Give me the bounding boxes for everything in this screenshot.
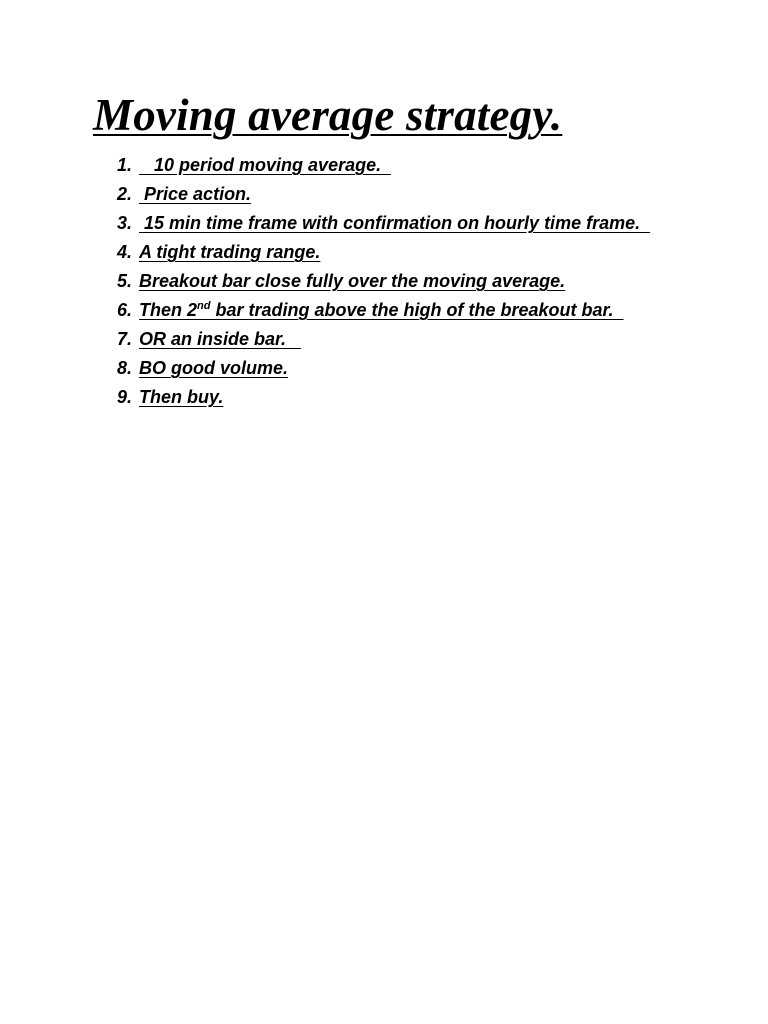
list-item bbox=[0, 296, 669, 325]
list-item-number: 7. bbox=[117, 329, 133, 349]
list-item bbox=[0, 151, 669, 180]
list-item bbox=[0, 209, 669, 238]
list-item bbox=[0, 267, 669, 296]
ordinal-superscript: nd bbox=[197, 300, 211, 312]
list-item bbox=[0, 325, 669, 354]
list-item-text: Breakout bar close fully over the moving average. bbox=[139, 271, 566, 291]
list-item-number: 3. bbox=[117, 213, 133, 233]
list-item-text: A tight trading range. bbox=[139, 242, 321, 262]
list-item-number: 2. bbox=[117, 184, 133, 204]
list-item-text: Price action. bbox=[139, 184, 252, 204]
list-item-text bbox=[139, 300, 624, 320]
list-item bbox=[0, 180, 669, 209]
list-item-number: 8. bbox=[117, 358, 133, 378]
document-title: Moving average strategy. bbox=[93, 90, 563, 140]
list-item-number: 9. bbox=[117, 387, 133, 407]
list-item-text: BO good volume. bbox=[139, 358, 289, 378]
list-item bbox=[0, 354, 669, 383]
list-item-number: 4. bbox=[117, 242, 133, 262]
list-item-text: 15 min time frame with confirmation on hourly time frame. bbox=[139, 213, 651, 233]
list-item-number: 5. bbox=[117, 271, 133, 291]
list-item-text: 10 period moving average. bbox=[139, 155, 392, 175]
list-item-number: 1. bbox=[117, 155, 133, 175]
list-item bbox=[0, 383, 669, 412]
strategy-list bbox=[0, 151, 669, 412]
list-item bbox=[0, 238, 669, 267]
list-item-text: OR an inside bar. bbox=[139, 329, 302, 349]
list-item-number: 6. bbox=[117, 300, 133, 320]
list-item-text: Then buy. bbox=[139, 387, 224, 407]
list-item-text-start: Then 2 bbox=[139, 300, 198, 320]
list-item-text-end: bar trading above the high of the breakout bar. bbox=[210, 300, 624, 320]
